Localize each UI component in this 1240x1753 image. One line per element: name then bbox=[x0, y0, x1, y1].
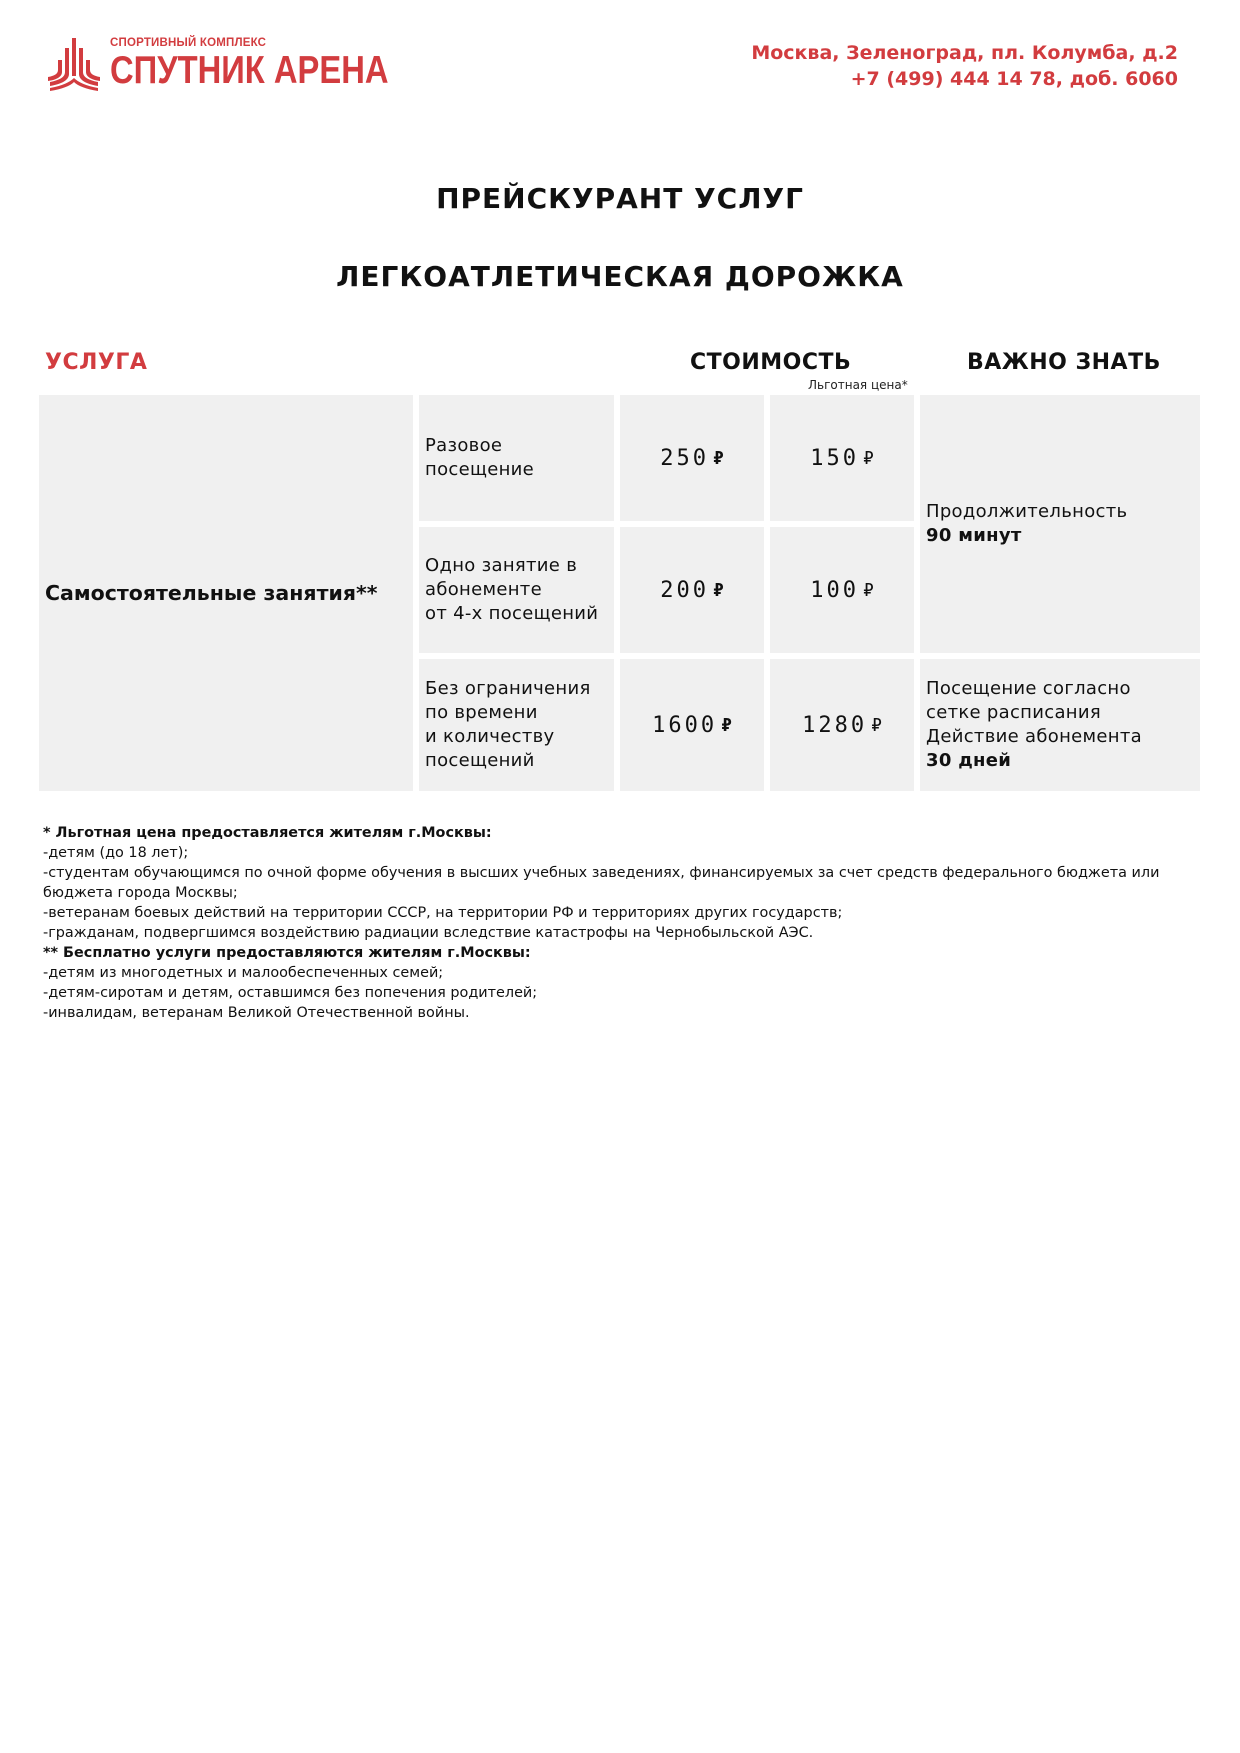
desc-line: абонементе bbox=[425, 579, 542, 600]
desc-line: по времени bbox=[425, 702, 538, 723]
column-header-important: ВАЖНО ЗНАТЬ bbox=[967, 350, 1161, 375]
note-item: -студентам обучающимся по очной форме обучения в высших учебных заведениях, финансируемых за счет средств федерального бюджета или бюджета города Москвы; bbox=[43, 865, 1160, 901]
page-title: ПРЕЙСКУРАНТ УСЛУГ bbox=[436, 182, 804, 215]
desc-line: Одно занятие в bbox=[425, 555, 578, 576]
discount-price-value: 150 bbox=[810, 445, 859, 471]
discount-price-cell bbox=[770, 395, 914, 521]
logo-subtitle: СПОРТИВНЫЙ КОМПЛЕКС bbox=[110, 37, 267, 49]
ruble-icon: ₽ bbox=[862, 579, 874, 601]
duration-value: 90 минут bbox=[926, 525, 1022, 546]
address: Москва, Зеленоград, пл. Колумба, д.2 bbox=[751, 42, 1178, 64]
info-schedule-cell bbox=[920, 659, 1200, 791]
discount-price-cell bbox=[770, 659, 914, 791]
validity-label: Действие абонемента bbox=[926, 726, 1142, 747]
schedule-line: сетке расписания bbox=[926, 702, 1101, 723]
table-row-desc bbox=[419, 527, 614, 653]
discount-price-value: 100 bbox=[810, 577, 859, 603]
schedule-line: Посещение согласно bbox=[926, 678, 1131, 699]
info-duration-cell bbox=[920, 395, 1200, 653]
price-cell bbox=[620, 527, 764, 653]
service-name: Самостоятельные занятия** bbox=[45, 581, 378, 605]
note-item: -детям из многодетных и малообеспеченных семей; bbox=[43, 965, 444, 981]
page-subtitle: ЛЕГКОАТЛЕТИЧЕСКАЯ ДОРОЖКА bbox=[336, 260, 904, 293]
service-cell bbox=[39, 395, 413, 791]
desc-line: посещений bbox=[425, 750, 535, 771]
column-header-service: УСЛУГА bbox=[45, 350, 148, 375]
logo bbox=[46, 36, 389, 96]
table-row-desc bbox=[419, 395, 614, 521]
price-cell bbox=[620, 659, 764, 791]
ruble-icon: ₽ bbox=[712, 579, 724, 601]
ruble-icon: ₽ bbox=[871, 714, 882, 736]
duration-label: Продолжительность bbox=[926, 501, 1128, 522]
desc-line: от 4-х посещений bbox=[425, 603, 599, 624]
phone: +7 (499) 444 14 78, доб. 6060 bbox=[850, 68, 1178, 90]
column-header-cost: СТОИМОСТЬ bbox=[690, 350, 852, 375]
table-row-desc bbox=[419, 659, 614, 791]
note-item: -детям (до 18 лет); bbox=[43, 845, 189, 861]
desc-line: Без ограничения bbox=[425, 678, 591, 699]
footnotes bbox=[43, 823, 1203, 1023]
desc-line: и количеству bbox=[425, 726, 555, 747]
column-header-discount: Льготная цена* bbox=[808, 378, 908, 392]
discount-note-heading: * Льготная цена предоставляется жителям г.Москвы: bbox=[43, 825, 492, 841]
ruble-icon: ₽ bbox=[712, 447, 724, 469]
price-value: 1600 bbox=[652, 712, 718, 738]
validity-value: 30 дней bbox=[926, 750, 1012, 771]
discount-price-cell bbox=[770, 527, 914, 653]
desc-line: Разовое bbox=[425, 435, 503, 456]
note-item: -детям-сиротам и детям, оставшимся без попечения родителей; bbox=[43, 985, 538, 1001]
ruble-icon: ₽ bbox=[862, 447, 874, 469]
price-value: 200 bbox=[660, 577, 709, 603]
note-item: -инвалидам, ветеранам Великой Отечественной войны. bbox=[43, 1005, 470, 1021]
ruble-icon: ₽ bbox=[721, 714, 732, 736]
contacts bbox=[751, 40, 1178, 92]
note-item: -ветеранам боевых действий на территории СССР, на территории РФ и территориях других государств; bbox=[43, 905, 843, 921]
note-item: -гражданам, подвергшимся воздействию радиации вследствие катастрофы на Чернобыльской АЭС. bbox=[43, 925, 814, 941]
price-cell bbox=[620, 395, 764, 521]
free-note-heading: ** Бесплатно услуги предоставляются жителям г.Москвы: bbox=[43, 945, 531, 961]
desc-line: посещение bbox=[425, 459, 535, 480]
discount-price-value: 1280 bbox=[802, 712, 868, 738]
logo-title: СПУТНИК АРЕНА bbox=[110, 49, 389, 92]
price-value: 250 bbox=[660, 445, 709, 471]
logo-emblem-icon bbox=[46, 36, 102, 92]
